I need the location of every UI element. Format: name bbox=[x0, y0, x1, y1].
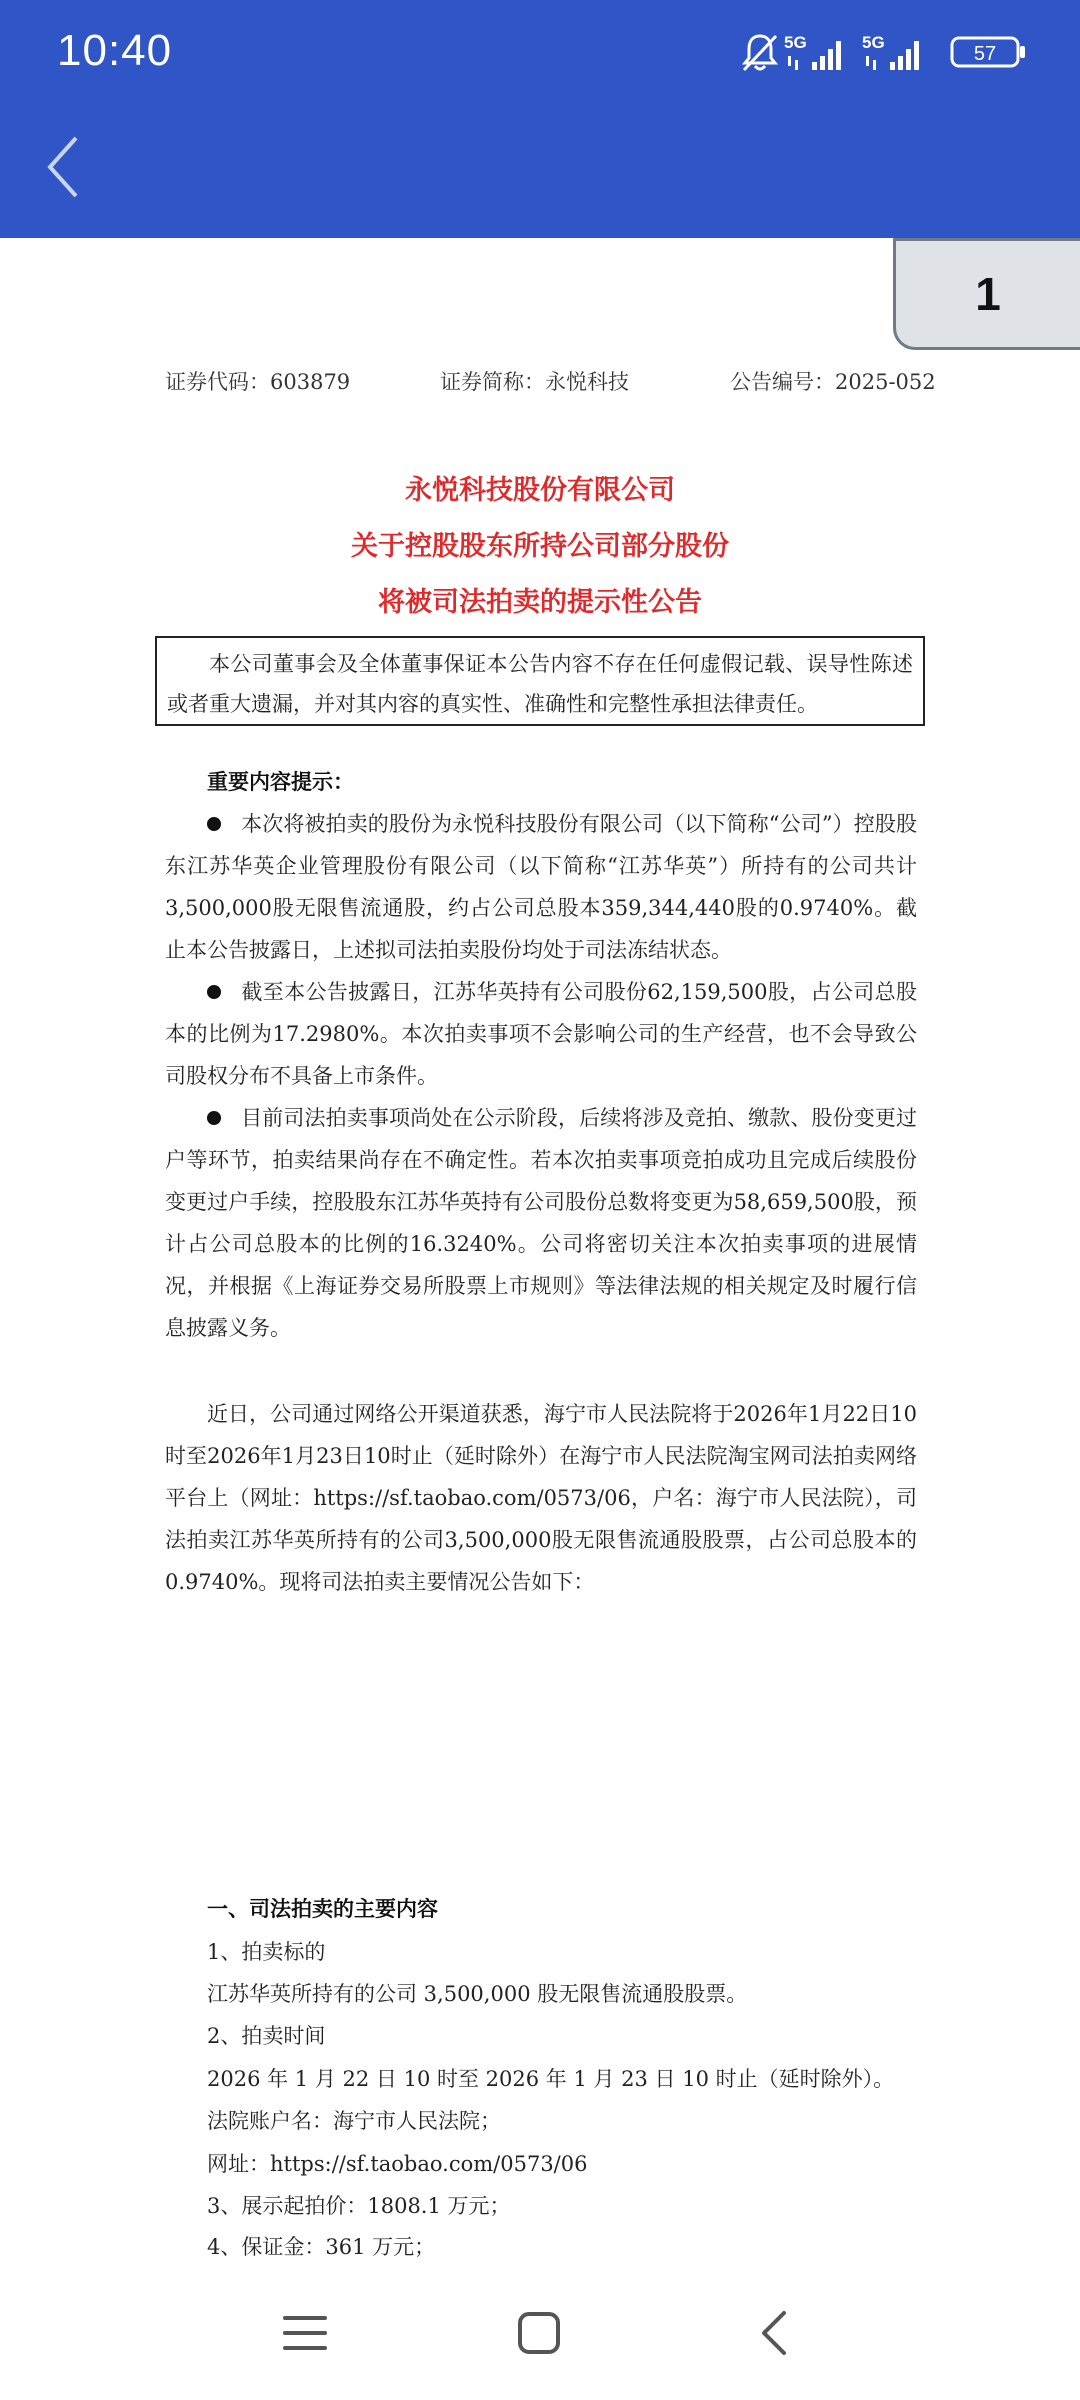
announcement-number: 公告编号：2025-052 bbox=[730, 370, 936, 394]
board-notice-box: 本公司董事会及全体董事保证本公告内容不存在任何虚假记载、误导性陈述或者重大遗漏，并对其内容的真实性、准确性和完整性承担法律责任。 bbox=[155, 636, 925, 726]
section-1-line: 1、拍卖标的 bbox=[207, 1940, 326, 1964]
key-point-3 bbox=[165, 1097, 917, 1349]
title-line-2: 关于控股股东所持公司部分股份 bbox=[351, 531, 729, 562]
signal-icon-2 bbox=[862, 30, 932, 74]
key-point-2-text: 截至本公告披露日，江苏华英持有公司股份62,159,500股，占公司总股本的比例为17.2980%。本次拍卖事项不会影响公司的生产经营，也不会导致公司股权分布不具备上市条件。 bbox=[165, 980, 917, 1088]
document-page bbox=[0, 238, 1080, 2268]
bullet-dot-icon bbox=[207, 985, 221, 999]
key-point-1 bbox=[165, 803, 917, 971]
back-nav-icon[interactable] bbox=[754, 2308, 794, 2358]
network-label-1: 5G bbox=[784, 33, 807, 52]
section-1-line: 网址：https://sf.taobao.com/0573/06 bbox=[207, 2152, 588, 2176]
title-line-3: 将被司法拍卖的提示性公告 bbox=[378, 587, 702, 618]
stock-code: 证券代码：603879 bbox=[165, 370, 351, 394]
back-arrow-icon[interactable] bbox=[40, 132, 90, 202]
battery-icon bbox=[950, 34, 1028, 70]
app-header bbox=[0, 0, 1080, 238]
network-label-2: 5G bbox=[862, 33, 885, 52]
section-1-line: 江苏华英所持有的公司 3,500,000 股无限售流通股股票。 bbox=[207, 1982, 748, 2006]
stock-short-name: 证券简称：永悦科技 bbox=[440, 370, 629, 394]
section-1-line: 2026 年 1 月 22 日 10 时至 2026 年 1 月 23 日 10 时止（延时除外）。 bbox=[207, 2067, 895, 2091]
section-1-heading: 一、司法拍卖的主要内容 bbox=[207, 1896, 438, 1921]
intro-paragraph: 近日，公司通过网络公开渠道获悉，海宁市人民法院将于2026年1月22日10时至2026年1月23日10时止（延时除外）在海宁市人民法院淘宝网司法拍卖网络平台上（网址：https://sf.taobao.com/0573/06，户名：海宁市人民法院），司法拍卖江苏华英所持有的公司3,500,000股无限售流通股股票，占公司总股本的0.9740%。现将司法拍卖主要情况公告如下： bbox=[165, 1402, 917, 1594]
section-1-line: 3、展示起拍价：1808.1 万元； bbox=[207, 2194, 511, 2218]
key-point-3-text: 目前司法拍卖事项尚处在公示阶段，后续将涉及竞拍、缴款、股份变更过户等环节，拍卖结果尚存在不确定性。若本次拍卖事项竞拍成功且完成后续股份变更过户手续，控股股东江苏华英持有公司股份总数将变更为58,659,500股，预计占公司总股本的比例的16.3240%。公司将密切关注本次拍卖事项的进展情况，并根据《上海证券交易所股票上市规则》等法律法规的相关规定及时履行信息披露义务。 bbox=[165, 1106, 917, 1340]
bullet-dot-icon bbox=[207, 1111, 221, 1125]
section-1-line: 4、保证金：361 万元； bbox=[207, 2235, 436, 2259]
key-point-1-text: 本次将被拍卖的股份为永悦科技股份有限公司（以下简称“公司”）控股股东江苏华英企业管理股份有限公司（以下简称“江苏华英”）所持有的公司共计3,500,000股无限售流通股，约占公司总股本359,344,440股的0.9740%。截止本公告披露日，上述拟司法拍卖股份均处于司法冻结状态。 bbox=[165, 812, 917, 962]
home-icon[interactable] bbox=[516, 2310, 562, 2356]
section-1-line: 2、拍卖时间 bbox=[207, 2024, 326, 2048]
status-time: 10:40 bbox=[57, 26, 173, 75]
section-1-line: 法院账户名：海宁市人民法院； bbox=[207, 2109, 501, 2133]
bullet-dot-icon bbox=[207, 817, 221, 831]
page-number-badge: 1 bbox=[893, 238, 1080, 350]
menu-icon[interactable] bbox=[282, 2310, 328, 2356]
key-points-heading: 重要内容提示： bbox=[207, 769, 354, 794]
system-nav-bar bbox=[0, 2268, 1080, 2400]
signal-icon bbox=[784, 30, 854, 74]
status-icons bbox=[740, 30, 1080, 80]
battery-level: 57 bbox=[973, 43, 997, 65]
key-point-2 bbox=[165, 971, 917, 1097]
mute-bell-icon bbox=[740, 32, 780, 74]
title-line-1: 永悦科技股份有限公司 bbox=[405, 475, 675, 506]
